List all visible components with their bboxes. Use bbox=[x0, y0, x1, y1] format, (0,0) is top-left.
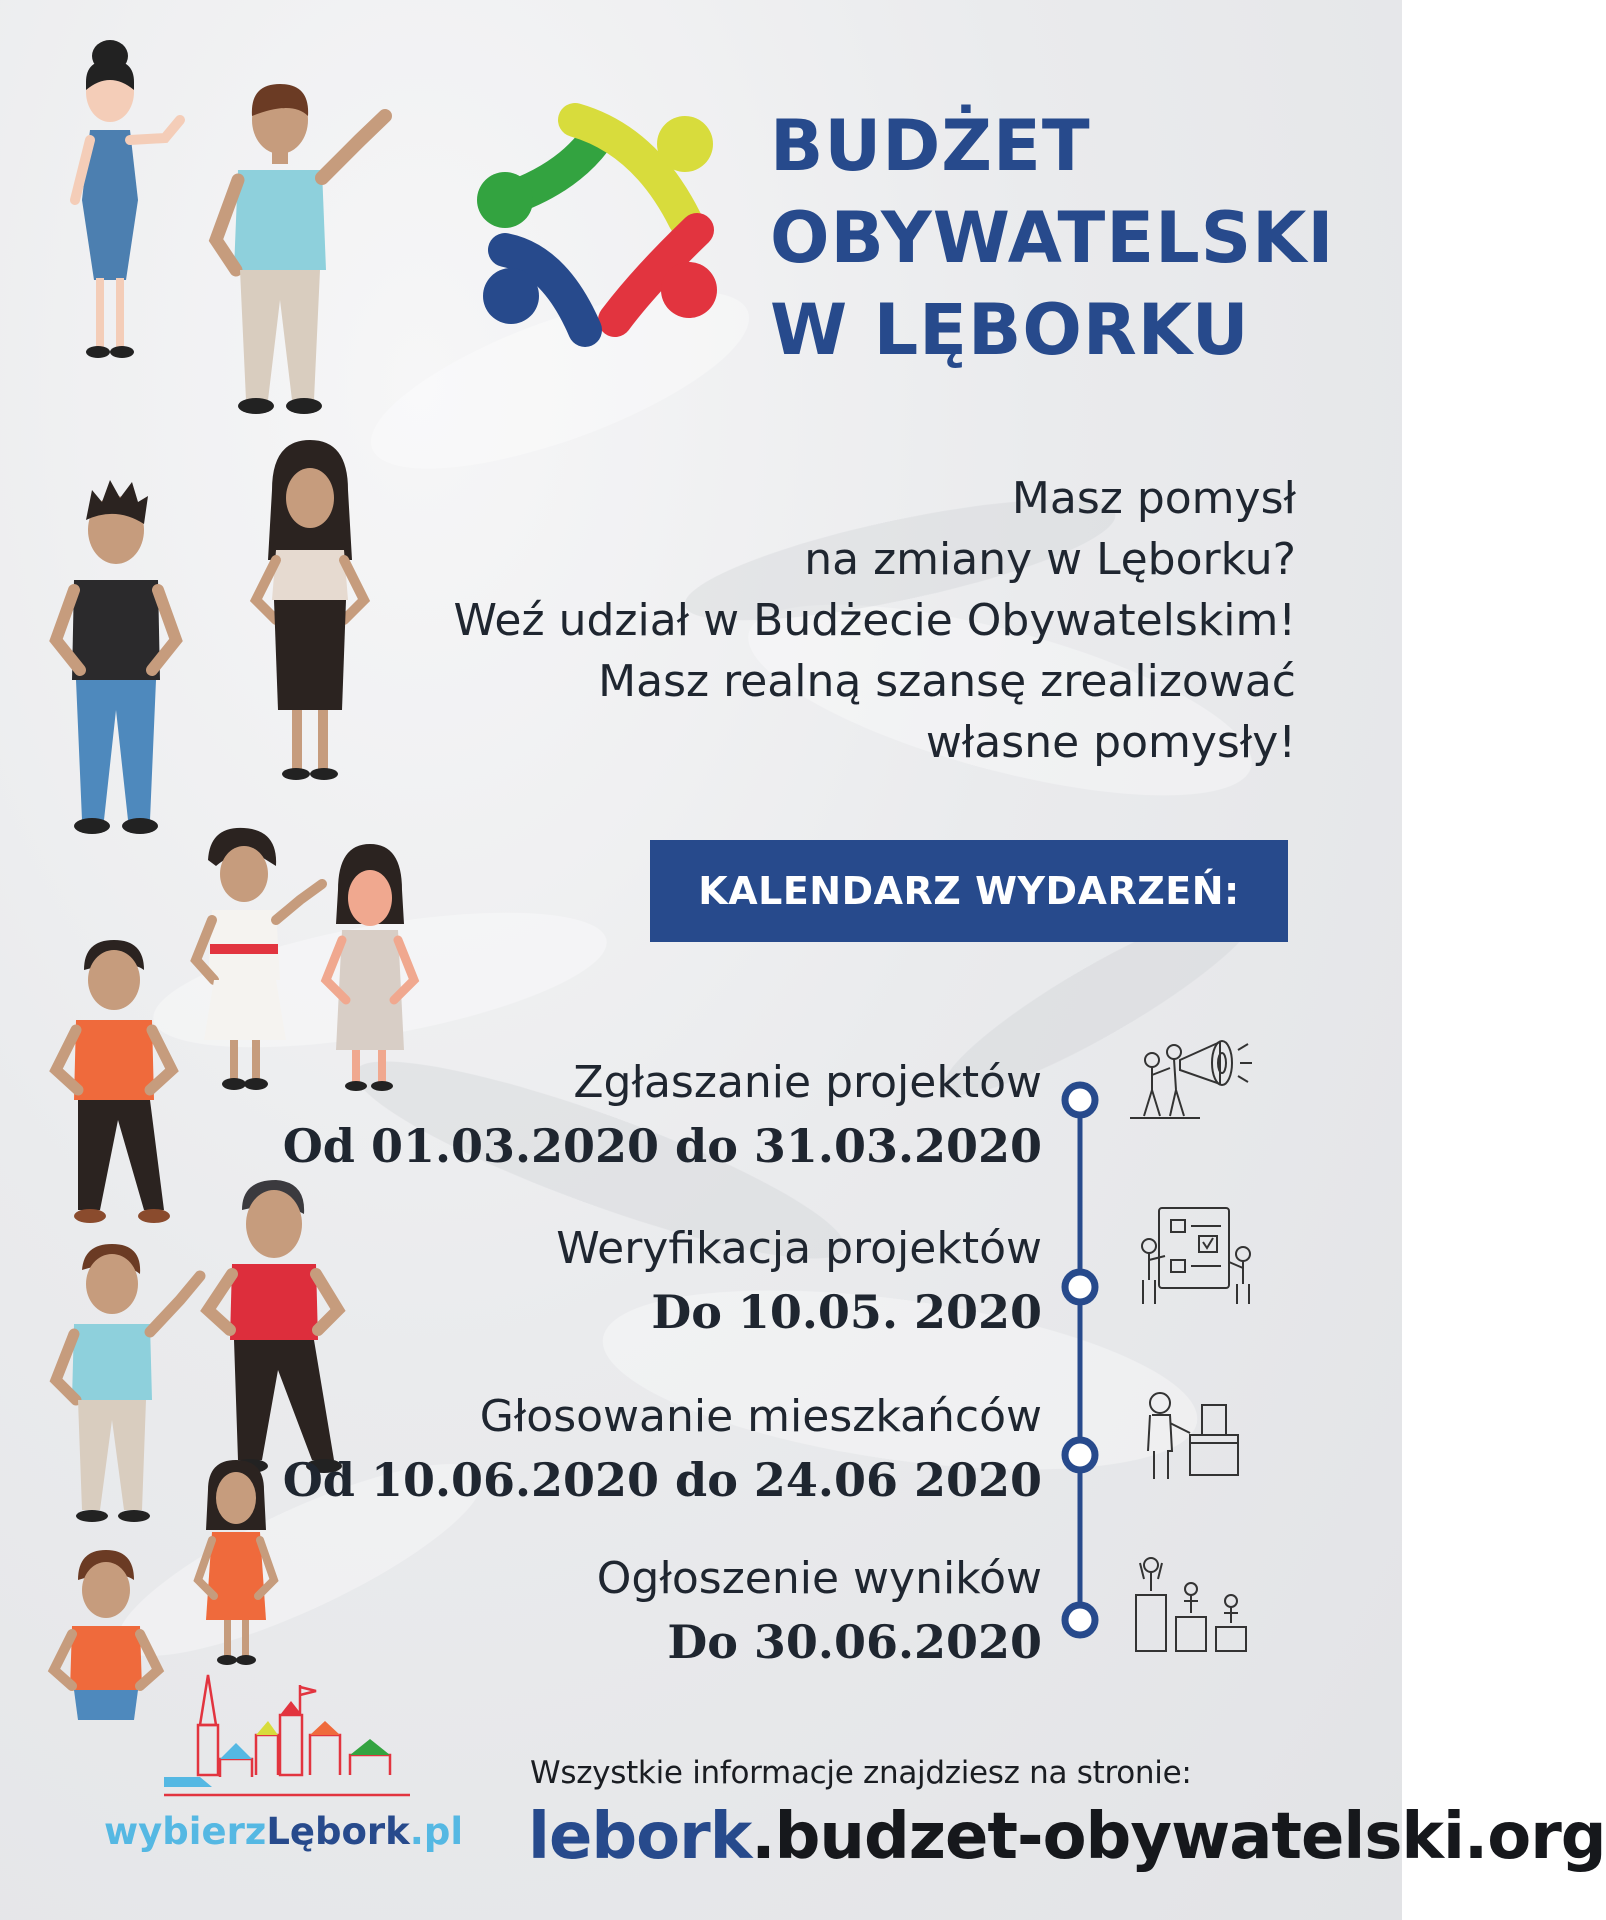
event-item bbox=[597, 1548, 1042, 1674]
brand-title-line: W LĘBORKU bbox=[770, 289, 1250, 371]
person-icon bbox=[54, 1550, 158, 1720]
event-date: Do 30.06.2020 bbox=[667, 1615, 1042, 1669]
town-logo-caption bbox=[104, 1810, 463, 1853]
intro-text bbox=[453, 468, 1296, 773]
event-name: Zgłaszanie projektów bbox=[573, 1057, 1042, 1108]
megaphone-icon bbox=[1130, 1020, 1260, 1120]
person-icon bbox=[56, 480, 176, 834]
event-name: Głosowanie mieszkańców bbox=[479, 1391, 1042, 1442]
town-caption-part: Lębork bbox=[266, 1810, 410, 1853]
website-part: .budzet-obywatelski.org bbox=[751, 1800, 1606, 1874]
calendar-header: KALENDARZ WYDARZEŃ: bbox=[650, 840, 1288, 942]
intro-line: Masz realną szansę zrealizować bbox=[598, 656, 1296, 707]
event-date: Do 10.05. 2020 bbox=[651, 1285, 1042, 1339]
intro-line: na zmiany w Lęborku? bbox=[804, 534, 1296, 585]
checklist-board-icon bbox=[1135, 1200, 1265, 1310]
town-caption-part: .pl bbox=[409, 1810, 464, 1853]
timeline-dot bbox=[1065, 1272, 1095, 1302]
timeline-dot bbox=[1065, 1605, 1095, 1635]
people-circle-logo-icon bbox=[475, 100, 725, 350]
intro-line: Masz pomysł bbox=[1011, 473, 1296, 524]
timeline-dot bbox=[1065, 1085, 1095, 1115]
podium-icon bbox=[1120, 1545, 1260, 1655]
event-item bbox=[283, 1052, 1042, 1178]
event-name: Ogłoszenie wyników bbox=[596, 1553, 1042, 1604]
brand-title-line: OBYWATELSKI bbox=[770, 197, 1335, 279]
timeline-dot bbox=[1065, 1440, 1095, 1470]
ballot-box-icon bbox=[1140, 1385, 1250, 1485]
intro-line: Weź udział w Budżecie Obywatelskim! bbox=[453, 595, 1296, 646]
footer-info-text: Wszystkie informacje znajdziesz na stronie: bbox=[530, 1755, 1192, 1791]
event-date: Od 01.03.2020 do 31.03.2020 bbox=[282, 1119, 1042, 1173]
person-icon bbox=[196, 828, 322, 1090]
town-skyline-icon bbox=[160, 1665, 420, 1815]
person-icon bbox=[256, 440, 364, 780]
person-icon bbox=[56, 940, 172, 1223]
event-item bbox=[283, 1386, 1042, 1512]
event-name: Weryfikacja projektów bbox=[556, 1223, 1042, 1274]
event-date: Od 10.06.2020 do 24.06 2020 bbox=[282, 1453, 1042, 1507]
brand-title bbox=[770, 100, 1334, 376]
person-icon bbox=[216, 84, 385, 414]
person-icon bbox=[198, 1460, 274, 1665]
brand-title-line: BUDŻET bbox=[770, 105, 1091, 187]
website-part: lebork bbox=[528, 1800, 752, 1874]
person-icon bbox=[75, 40, 180, 358]
event-item bbox=[556, 1218, 1042, 1344]
town-caption-part: wybierz bbox=[104, 1810, 267, 1853]
website-link[interactable] bbox=[528, 1800, 1606, 1874]
person-icon bbox=[56, 1244, 200, 1522]
timeline bbox=[1050, 1080, 1110, 1640]
intro-line: własne pomysły! bbox=[925, 717, 1296, 768]
